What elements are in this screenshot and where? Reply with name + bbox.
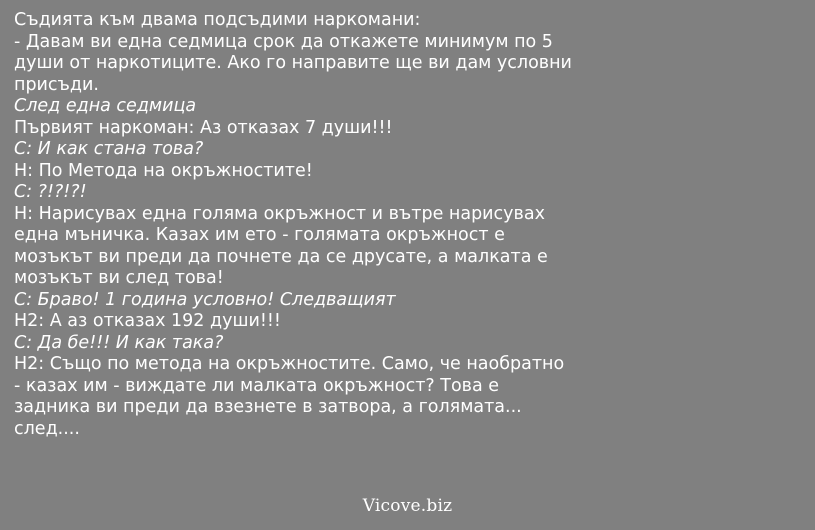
site-name: Vicove.biz [362,496,453,516]
joke-line: С: ?!?!?! [14,182,87,202]
joke-line: Съдията към двама подсъдими наркомани: [14,10,421,30]
joke-line: Н: По Метода на окръжностите! [14,160,313,181]
joke-text-block [14,10,578,440]
joke-line: Н: Нарисувах една голяма окръжност и вътре нарисувах една мъничка. Казах им ето - голямата окръжност е мозъкът ви преди да почнете да се друсате, а малката е мозъкът ви след това! [14,203,554,288]
joke-line: Н2: Също по метода на окръжностите. Само, че наобратно - казах им - виждате ли малката окръжност? Това е задника ви преди да взезнете в затвора, а голямата... след.... [14,354,570,439]
footer [0,496,815,516]
joke-line: - Давам ви една седмица срок да откажете минимум по 5 души от наркотиците. Ако го направите ще ви дам условни присъди. [14,31,578,95]
joke-line: С: И как стана това? [14,139,204,159]
joke-line: Н2: А аз отказах 192 души!!! [14,311,281,331]
joke-line: С: Да бе!!! И как така? [14,332,224,353]
joke-line: След една седмица [14,96,197,116]
joke-line: С: Браво! 1 година условно! Следващият [14,289,396,310]
joke-line: Първият наркоман: Аз отказах 7 души!!! [14,117,393,138]
